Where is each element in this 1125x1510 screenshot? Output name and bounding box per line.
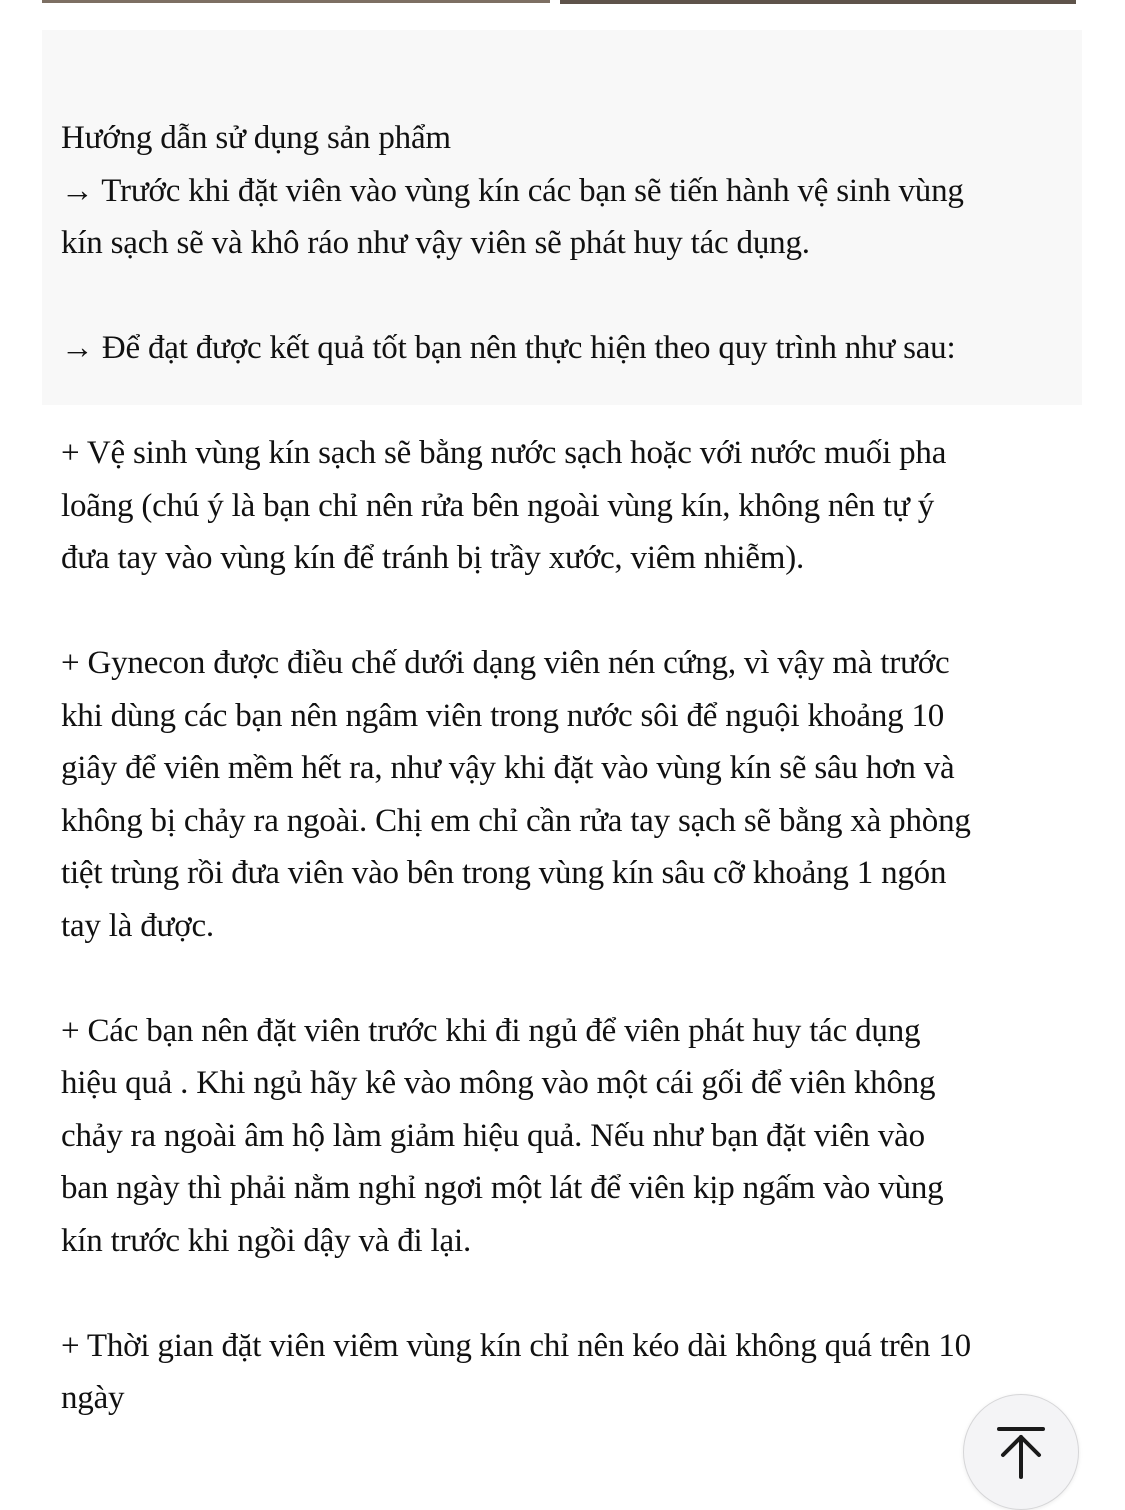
arrow-up-to-line-icon [992, 1423, 1050, 1481]
paragraph-gap [61, 270, 1081, 323]
step2-line: tay là được. [61, 907, 214, 944]
article-heading: Hướng dẫn sử dụng sản phẩm [61, 120, 451, 156]
step1-line: đưa tay vào vùng kín để tránh bị trầy xước, viêm nhiễm). [61, 540, 805, 576]
step4-line: ngày [61, 1380, 125, 1416]
intro-line: kín sạch sẽ và khô ráo như vậy viên sẽ phát huy tác dụng. [61, 225, 810, 261]
step2-line: khi dùng các bạn nên ngâm viên trong nước sôi để nguội khoảng 10 [61, 697, 945, 734]
top-image-strip-left [42, 0, 550, 3]
paragraph-gap [61, 585, 1081, 638]
back-to-top-button[interactable] [963, 1394, 1079, 1510]
step3-line: kín trước khi ngồi dậy và đi lại. [61, 1222, 471, 1259]
paragraph-gap [61, 375, 1081, 428]
step1-line: + Vệ sinh vùng kín sạch sẽ bằng nước sạch hoặc với nước muối pha [61, 435, 947, 471]
paragraph-gap [61, 952, 1081, 1005]
step3-line: hiệu quả . Khi ngủ hãy kê vào mông vào một cái gối để viên không [61, 1065, 936, 1101]
paragraph-gap [61, 1267, 1081, 1320]
step2-line: giây để viên mềm hết ra, như vậy khi đặt vào vùng kín sẽ sâu hơn và [61, 750, 955, 786]
article-content [61, 112, 1081, 1425]
step3-line: ban ngày thì phải nằm nghỉ ngơi một lát để viên kịp ngấm vào vùng [61, 1170, 944, 1206]
step4-line: + Thời gian đặt viên viêm vùng kín chỉ nên kéo dài không quá trên 10 [61, 1327, 971, 1364]
step2-line: tiệt trùng rồi đưa viên vào bên trong vùng kín sâu cỡ khoảng 1 ngón [61, 855, 947, 891]
process-intro: → Để đạt được kết quả tốt bạn nên thực hiện theo quy trình như sau: [61, 330, 956, 366]
step3-line: chảy ra ngoài âm hộ làm giảm hiệu quả. Nếu như bạn đặt viên vào [61, 1117, 925, 1154]
step2-line: + Gynecon được điều chế dưới dạng viên nén cứng, vì vậy mà trước [61, 645, 950, 681]
step2-line: không bị chảy ra ngoài. Chị em chỉ cần rửa tay sạch sẽ bằng xà phòng [61, 802, 971, 839]
step3-line: + Các bạn nên đặt viên trước khi đi ngủ để viên phát huy tác dụng [61, 1012, 921, 1049]
top-image-strip-right [560, 0, 1076, 4]
intro-line: → Trước khi đặt viên vào vùng kín các bạn sẽ tiến hành vệ sinh vùng [61, 172, 964, 209]
step1-line: loãng (chú ý là bạn chỉ nên rửa bên ngoài vùng kín, không nên tự ý [61, 487, 935, 524]
